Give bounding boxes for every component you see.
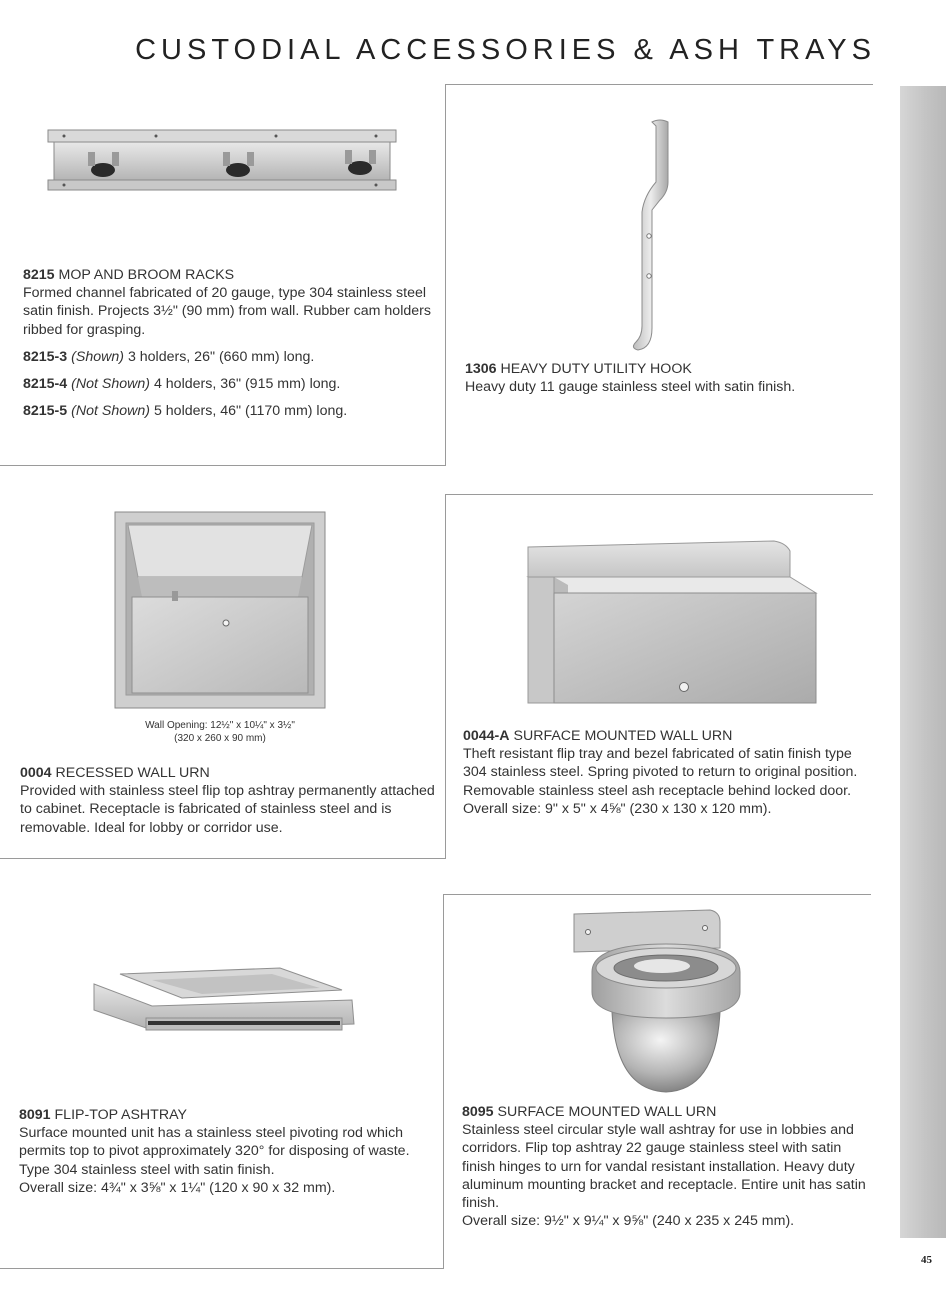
- product-heading: [462, 1103, 872, 1121]
- overall-size: Overall size: 9½" x 9¼" x 9⅝" (240 x 235 x 245 mm).: [462, 1213, 795, 1230]
- product-heading: [23, 266, 433, 284]
- variant-code: 8215-3: [23, 348, 68, 365]
- page-number: 45: [921, 1254, 932, 1266]
- product-description: Formed channel fabricated of 20 gauge, type 304 stainless steel satin finish. Projects 3½" (90 mm) from wall. Rubber cam holders ribbed for grasping.: [23, 285, 431, 338]
- product-heading: [20, 764, 440, 782]
- utility-hook-text: [465, 360, 865, 396]
- surface-urn-text: [463, 727, 868, 818]
- frame-line: [445, 494, 446, 859]
- variant-note: (Not Shown): [71, 403, 150, 420]
- variant-item: [23, 375, 433, 393]
- variant-code: 8215-4: [23, 376, 68, 393]
- mop-rack-image: [40, 128, 400, 198]
- frame-line: [445, 494, 873, 495]
- product-name: SURFACE MOUNTED WALL URN: [513, 728, 733, 744]
- variant-text: 5 holders, 46" (1170 mm) long.: [153, 403, 348, 420]
- variant-item: [23, 348, 433, 366]
- frame-line: [0, 465, 446, 466]
- frame-line: [0, 858, 446, 859]
- flip-ashtray-image: [92, 966, 356, 1038]
- recessed-urn-image: [114, 511, 326, 709]
- frame-line: [443, 894, 444, 1268]
- product-description: Surface mounted unit has a stainless steel pivoting rod which permits top to pivot approximately 320° for disposing of waste. Type 304 stainless steel with satin finish.: [19, 1125, 410, 1178]
- frame-line: [443, 894, 871, 895]
- frame-line: [445, 84, 873, 85]
- utility-hook-image: [630, 118, 680, 354]
- product-code: 8095: [462, 1104, 494, 1120]
- variant-item: [23, 402, 433, 420]
- product-description: Theft resistant flip tray and bezel fabricated of satin finish type 304 stainless steel. Spring pivoted to return to original position. Removable stainless steel ash receptacle behind locked door.: [463, 746, 858, 799]
- variant-text: 4 holders, 36" (915 mm) long.: [153, 376, 341, 393]
- frame-line: [0, 1268, 444, 1269]
- product-name: SURFACE MOUNTED WALL URN: [497, 1104, 717, 1120]
- overall-size: Overall size: 4¾" x 3⅝" x 1¼" (120 x 90 x 32 mm).: [19, 1179, 336, 1196]
- product-name: RECESSED WALL URN: [55, 765, 210, 781]
- mop-rack-text: [23, 266, 433, 420]
- product-heading: [19, 1106, 439, 1124]
- side-band: [900, 86, 946, 1238]
- product-code: 8091: [19, 1107, 51, 1123]
- variant-note: (Not Shown): [71, 376, 150, 393]
- product-code: 0004: [20, 765, 52, 781]
- product-name: HEAVY DUTY UTILITY HOOK: [500, 361, 692, 377]
- circular-urn-image: [570, 908, 762, 1096]
- flip-ashtray-text: [19, 1106, 439, 1197]
- variant-text: 3 holders, 26" (660 mm) long.: [127, 348, 315, 365]
- recessed-urn-caption: [120, 719, 320, 745]
- variant-code: 8215-5: [23, 403, 68, 420]
- product-description: Stainless steel circular style wall ashtray for use in lobbies and corridors. Flip top ashtray 22 gauge stainless steel with satin finish hinges to urn for vandal resistant installation. Heavy duty aluminum mounting bracket and receptacle. Entire unit has satin finish.: [462, 1122, 866, 1212]
- page-title: CUSTODIAL ACCESSORIES & ASH TRAYS: [135, 34, 876, 66]
- overall-size: Overall size: 9" x 5" x 4⅝" (230 x 130 x 120 mm).: [463, 800, 772, 817]
- product-code: 1306: [465, 361, 497, 377]
- circular-urn-text: [462, 1103, 872, 1230]
- variant-note: (Shown): [71, 348, 124, 365]
- surface-urn-image: [524, 537, 820, 707]
- product-name: MOP AND BROOM RACKS: [58, 267, 235, 283]
- product-description: Provided with stainless steel flip top ashtray permanently attached to cabinet. Receptacle is fabricated of stainless steel and is removable. Ideal for lobby or corridor use.: [20, 783, 435, 836]
- product-name: FLIP-TOP ASHTRAY: [54, 1107, 187, 1123]
- product-code: 8215: [23, 267, 55, 283]
- wall-opening-caption: Wall Opening: 12½" x 10¼" x 3½": [145, 720, 295, 731]
- recessed-urn-text: [20, 764, 440, 837]
- product-code: 0044-A: [463, 728, 510, 744]
- product-description: Heavy duty 11 gauge stainless steel with satin finish.: [465, 379, 796, 396]
- wall-opening-metric: (320 x 260 x 90 mm): [174, 733, 266, 744]
- frame-line: [445, 84, 446, 466]
- product-heading: [465, 360, 865, 378]
- product-heading: [463, 727, 868, 745]
